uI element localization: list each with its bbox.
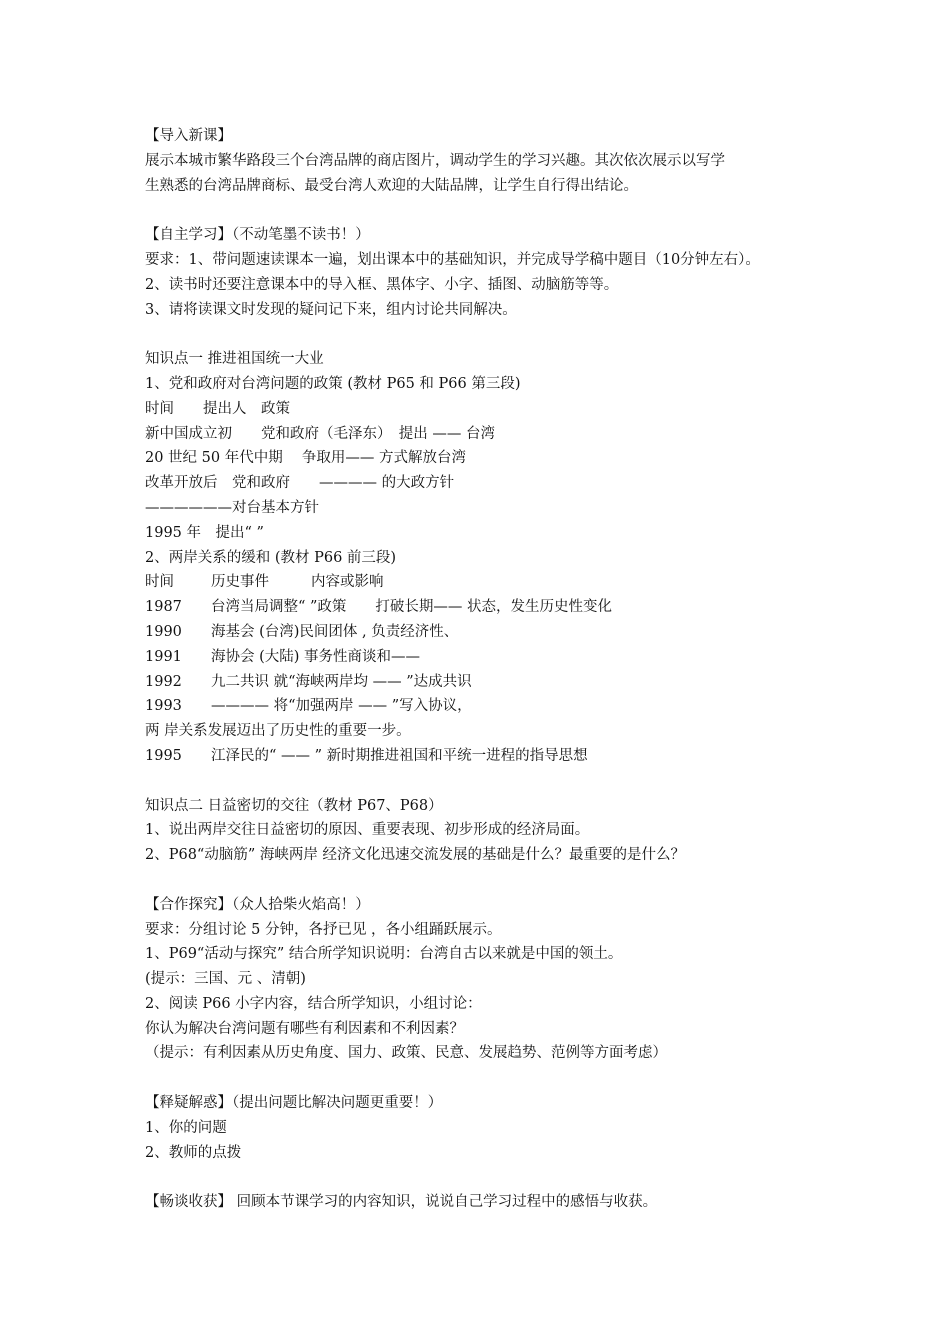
blank-line xyxy=(145,868,845,893)
paragraph-line: 1、说出两岸交往日益密切的原因、重要表现、初步形成的经济局面。 xyxy=(145,822,590,839)
table-note: 两 岸关系发展迈出了历史性的重要一步。 xyxy=(145,723,411,740)
paragraph-line: 1、P69“活动与探究” 结合所学知识说明：台湾自古以来就是中国的领土。 xyxy=(145,946,623,963)
paragraph-line: 2、P68“动脑筋” 海峡两岸 经济文化迅速交流发展的基础是什么？最重要的是什么？ xyxy=(145,847,685,864)
row-year: 1991 xyxy=(145,648,182,665)
row-text: ———— 将“加强两岸 —— ”写入协议， xyxy=(211,698,472,715)
row-year: 1992 xyxy=(145,673,182,690)
blank-line xyxy=(145,198,845,223)
table-row: 改革开放后 党和政府 ———— 的大政方针 xyxy=(145,475,455,492)
table-header: 时间 提出人 政策 xyxy=(145,400,290,417)
table-row xyxy=(145,744,845,769)
blank-line xyxy=(145,1165,845,1190)
knowledge-point-1-title: 知识点一 推进祖国统一大业 xyxy=(145,351,324,368)
table-row: 1995 年 提出“ ” xyxy=(145,524,264,541)
table-row xyxy=(145,694,845,719)
section-heading-harvest: 【畅谈收获】 回顾本节课学习的内容知识，说说自己学习过程中的感悟与收获。 xyxy=(145,1194,658,1211)
table-row: 新中国成立初 党和政府（毛泽东） 提出 —— 台湾 xyxy=(145,425,495,442)
paragraph-line: 3、请将读课文时发现的疑问记下来，组内讨论共同解决。 xyxy=(145,301,517,318)
row-year: 1993 xyxy=(145,698,182,715)
paragraph-line: 生熟悉的台湾品牌商标、最受台湾人欢迎的大陆品牌，让学生自行得出结论。 xyxy=(145,177,638,194)
row-text: 海基会 (台湾)民间团体 , 负责经济性、 xyxy=(211,623,459,640)
table-row: ——————对台基本方针 xyxy=(145,499,319,516)
subsection-title: 2、两岸关系的缓和 (教材 P66 前三段) xyxy=(145,549,397,566)
row-text: 台湾当局调整“ ”政策 打破长期—— 状态，发生历史性变化 xyxy=(211,599,613,616)
blank-line xyxy=(145,1066,845,1091)
section-heading-cooperate: 【合作探究】（众人拾柴火焰高！） xyxy=(145,896,370,913)
table-row xyxy=(145,620,845,645)
paragraph-line: 2、教师的点拨 xyxy=(145,1144,242,1161)
header-cell-time: 时间 xyxy=(145,574,174,591)
paragraph-line: 2、阅读 P66 小字内容，结合所学知识，小组讨论： xyxy=(145,995,482,1012)
blank-line xyxy=(145,769,845,794)
row-text: 江泽民的“ —— ” 新时期推进祖国和平统一进程的指导思想 xyxy=(211,747,588,764)
paragraph-line: 展示本城市繁华路段三个台湾品牌的商店图片，调动学生的学习兴趣。其次依次展示以写学 xyxy=(145,152,725,169)
table-row xyxy=(145,670,845,695)
row-text: 海协会 (大陆) 事务性商谈和—— xyxy=(211,648,421,665)
paragraph-line: (提示：三国、元 、清朝) xyxy=(145,971,306,988)
section-heading-self-study: 【自主学习】（不动笔墨不读书！） xyxy=(145,227,370,244)
row-year: 1995 xyxy=(145,747,182,764)
paragraph-line: 1、你的问题 xyxy=(145,1119,227,1136)
blank-line xyxy=(145,322,845,347)
paragraph-line: （提示：有利因素从历史角度、国力、政策、民意、发展趋势、范例等方面考虑） xyxy=(145,1045,667,1062)
paragraph-line: 2、读书时还要注意课本中的导入框、黑体字、小字、插图、动脑筋等等。 xyxy=(145,276,619,293)
row-text: 九二共识 就“海峡两岸均 —— ”达成共识 xyxy=(211,673,472,690)
table-row xyxy=(145,595,845,620)
table-row: 20 世纪 50 年代中期 争取用—— 方式解放台湾 xyxy=(145,450,466,467)
section-heading-doubts: 【释疑解惑】（提出问题比解决问题更重要！） xyxy=(145,1095,443,1112)
paragraph-line: 要求：分组讨论 5 分钟，各抒已见 ，各小组踊跃展示。 xyxy=(145,921,502,938)
table-header xyxy=(145,570,845,595)
document-body xyxy=(145,124,845,1215)
paragraph-line: 你认为解决台湾问题有哪些有利因素和不利因素？ xyxy=(145,1020,464,1037)
section-heading-intro: 【导入新课】 xyxy=(145,128,232,144)
row-year: 1987 xyxy=(145,599,182,616)
subsection-title: 1、党和政府对台湾问题的政策 (教材 P65 和 P66 第三段) xyxy=(145,375,521,392)
table-row xyxy=(145,645,845,670)
header-cell-impact: 内容或影响 xyxy=(311,574,384,591)
header-cell-event: 历史事件 xyxy=(211,574,269,591)
row-year: 1990 xyxy=(145,623,182,640)
knowledge-point-2-title: 知识点二 日益密切的交往（教材 P67、P68） xyxy=(145,797,443,814)
paragraph-line: 要求：1、带问题速读课本一遍，划出课本中的基础知识，并完成导学稿中题目（10分钟左右）。 xyxy=(145,251,760,268)
